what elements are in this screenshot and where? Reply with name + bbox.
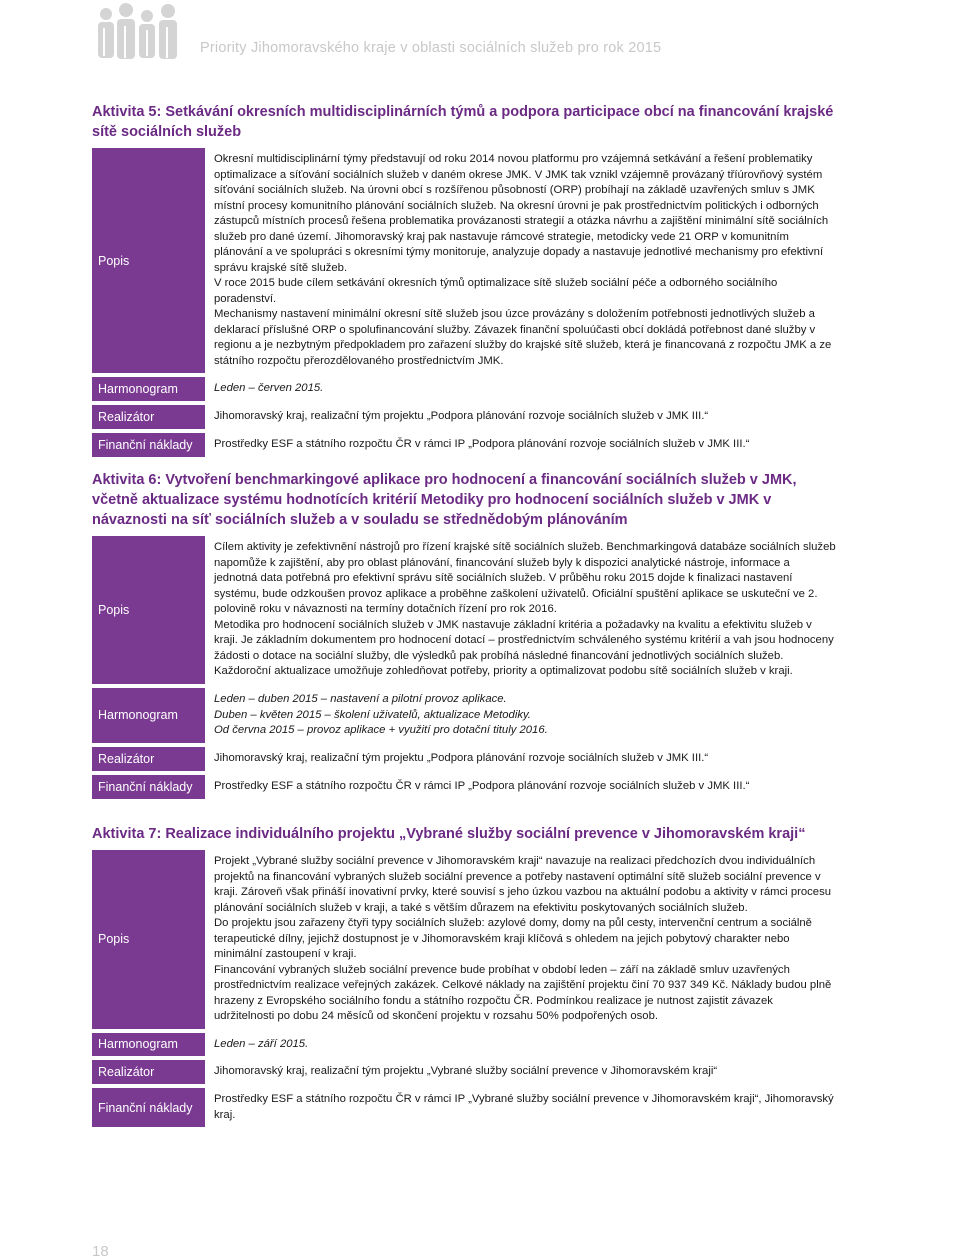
activity-7 (92, 824, 844, 1131)
label-naklady: Finanční náklady (92, 775, 205, 803)
popis-paragraph: Cílem aktivity je zefektivnění nástrojů pro řízení krajské sítě sociálních služeb. Benchmarkingová databáze sociálních služeb napomůže k zajištění, aby pro oblast plánování, financování služeb byly k dispozici analytické nástroje, informace a jednotná data potřebná pro efektivní správu sítě sociálních služeb. V průběhu roku 2015 dojde k finalizaci nastavení systému, bude odzkoušen provoz aplikace a proběhne zaškolení uživatelů. Oficiální spuštění aplikace se uskuteční ve 2. polovině roku v návaznosti na termíny dotačních řízení pro rok 2016. (214, 541, 836, 616)
row-realizator (92, 747, 836, 775)
row-popis (92, 148, 836, 377)
row-harmonogram (92, 688, 836, 747)
people-family-icon (92, 2, 188, 60)
activity-table (92, 148, 836, 461)
popis-paragraph: V roce 2015 bude cílem setkávání okresních týmů optimalizace sítě služeb sociální péče a odborného sociálního poradenství. (214, 277, 778, 305)
page-number: 18 (92, 1243, 109, 1260)
harmonogram-line: Od června 2015 – provoz aplikace + využití pro dotační tituly 2016. (214, 724, 548, 736)
harmonogram-line: Duben – květen 2015 – školení uživatelů, aktualizace Metodiky. (214, 708, 531, 721)
row-naklady (92, 775, 836, 803)
row-realizator (92, 1060, 836, 1088)
activity-title: Aktivita 6: Vytvoření benchmarkingové aplikace pro hodnocení a financování sociálních služeb v JMK, včetně aktualizace systému hodnotících kritérií Metodiky pro hodnocení sociálních služeb v JMK v návaznosti na síť sociálních služeb a v souladu se střednědobým plánováním (92, 472, 797, 528)
naklady-value: Prostředky ESF a státního rozpočtu ČR v rámci IP „Vybrané služby sociální prevence v Jihomoravském kraji“, Jihomoravský kraj. (205, 1088, 836, 1131)
label-realizator: Realizátor (92, 405, 205, 433)
popis-paragraph: Mechanismy nastavení minimální okresní sítě služeb jsou úzce provázány s doložením potřebnosti jednotlivých služeb a deklarací příslušné ORP o spolufinancování služby. Závazek finanční spoluúčasti obcí dokládá potřebnost dané služby v regionu a je nezbytným předpokladem pro zařazení služby do krajské sítě služeb, která je financovaná z rozpočtu JMK a ze státního rozpočtu přerozdělovaného prostřednictvím JMK. (214, 308, 832, 367)
row-naklady (92, 1088, 836, 1131)
realizator-value: Jihomoravský kraj, realizační tým projektu „Vybrané služby sociální prevence v Jihomoravském kraji“ (205, 1060, 836, 1088)
label-harmonogram: Harmonogram (92, 377, 205, 405)
label-harmonogram: Harmonogram (92, 688, 205, 747)
harmonogram-line: Leden – duben 2015 – nastavení a pilotní provoz aplikace. (214, 693, 507, 705)
activity-title: Aktivita 5: Setkávání okresních multidisciplinárních týmů a podpora participace obcí na financování krajské sítě sociálních služeb (92, 104, 834, 140)
label-popis: Popis (92, 536, 205, 688)
label-naklady: Finanční náklady (92, 1088, 205, 1131)
popis-value (205, 536, 836, 688)
row-naklady (92, 433, 836, 461)
popis-paragraph: Do projektu jsou zařazeny čtyři typy sociálních služeb: azylové domy, domy na půl cesty, intervenční centrum a sociálně terapeutické dílny, jejichž dostupnost je v Jihomoravském kraji klíčová s ohledem na jejich pobytový charakter nebo minimální zastoupení v kraji. (214, 917, 812, 960)
label-popis: Popis (92, 850, 205, 1033)
activity-5 (92, 102, 844, 461)
activity-6 (92, 470, 844, 803)
activity-table (92, 850, 836, 1131)
naklady-value: Prostředky ESF a státního rozpočtu ČR v rámci IP „Podpora plánování rozvoje sociálních služeb v JMK III.“ (205, 433, 836, 461)
row-harmonogram (92, 1033, 836, 1061)
label-realizator: Realizátor (92, 747, 205, 775)
harmonogram-value: Leden – září 2015. (205, 1033, 836, 1061)
popis-paragraph: Metodika pro hodnocení sociálních služeb v JMK nastavuje základní kritéria a požadavky na kvalitu a efektivitu služeb v kraji. Je základním dokumentem pro hodnocení dotací – prostřednictvím schváleného systému kritérií a vah jsou hodnoceny žádosti o dotace na sociální služby, dle výsledků pak probíhá následné financování jednotlivých sociálních služeb. Každoroční aktualizace umožňuje zohledňovat potřeby, priority a optimalizovat podobu sítě sociálních služeb v kraji. (214, 618, 834, 678)
realizator-value: Jihomoravský kraj, realizační tým projektu „Podpora plánování rozvoje sociálních služeb v JMK III.“ (205, 405, 836, 433)
naklady-value: Prostředky ESF a státního rozpočtu ČR v rámci IP „Podpora plánování rozvoje sociálních služeb v JMK III.“ (205, 775, 836, 803)
popis-value (205, 148, 836, 377)
row-popis (92, 536, 836, 688)
label-harmonogram: Harmonogram (92, 1033, 205, 1061)
label-popis: Popis (92, 148, 205, 377)
label-naklady: Finanční náklady (92, 433, 205, 461)
row-harmonogram (92, 377, 836, 405)
harmonogram-value: Leden – červen 2015. (205, 377, 836, 405)
harmonogram-value (205, 688, 836, 747)
row-realizator (92, 405, 836, 433)
row-popis (92, 850, 836, 1033)
popis-value (205, 850, 836, 1033)
popis-paragraph: Okresní multidisciplinární týmy představují od roku 2014 novou platformu pro vzájemná setkávání a řešení problematiky optimalizace a síťování sociálních služeb v daném okrese JMK. V JMK tak vznikl vzájemně provázaný tříúrovňový systém síťování sociálních služeb. Na úrovni obcí s rozšířenou působností (ORP) probíhají na základě uzavřených smluv s JMK místní procesy komunitního plánování sociálních služeb. Na okresní úrovni je pak prostřednictvím politických i odborných zástupců místních procesů řešena problematika provázanosti strategií a otázka návrhu a zajištění minimální sítě sociálních služeb pro dané území. Jihomoravský kraj pak nastavuje rámcové strategie, metodicky vede 21 ORP v komunitním plánování a ve spolupráci s okresními týmy monitoruje, analyzuje dopady a nastavuje jednotlivé mechanismy pro efektivní správu krajské sítě služeb. (214, 153, 829, 274)
label-realizator: Realizátor (92, 1060, 205, 1088)
popis-paragraph: Financování vybraných služeb sociální prevence bude probíhat v období leden – září na základě smluv uzavřených prostřednictvím realizace veřejných zakázek. Celkové náklady na zajištění projektu činí 70 937 349 Kč. Náklady budou plně hrazeny z Evropského sociálního fondu a státního rozpočtu ČR. Podmínkou realizace je nutnost zajistit závazek udržitelnosti po dobu 24 měsíců od skončení projektu v rozsahu 50% podpořených osob. (214, 963, 832, 1022)
activity-title: Aktivita 7: Realizace individuálního projektu „Vybrané služby sociální prevence v Jihomoravském kraji“ (92, 826, 806, 842)
header-title: Priority Jihomoravského kraje v oblasti sociálních služeb pro rok 2015 (200, 40, 662, 56)
realizator-value: Jihomoravský kraj, realizační tým projektu „Podpora plánování rozvoje sociálních služeb v JMK III.“ (205, 747, 836, 775)
popis-paragraph: Projekt „Vybrané služby sociální prevence v Jihomoravském kraji“ navazuje na realizaci předchozích dvou individuálních projektů na financování vybraných služeb sociální prevence a potřeby nastavení optimální sítě služeb sociální prevence v kraji. Zároveň však přináší inovativní prvky, které souvisí s jeho úzkou vazbou na aktuální podobu a aktivity v rámci procesu plánování sociálních služeb v kraji, a také s větším důrazem na efektivitu poskytovaných sociálních služeb. (214, 855, 832, 914)
activity-table (92, 536, 836, 803)
